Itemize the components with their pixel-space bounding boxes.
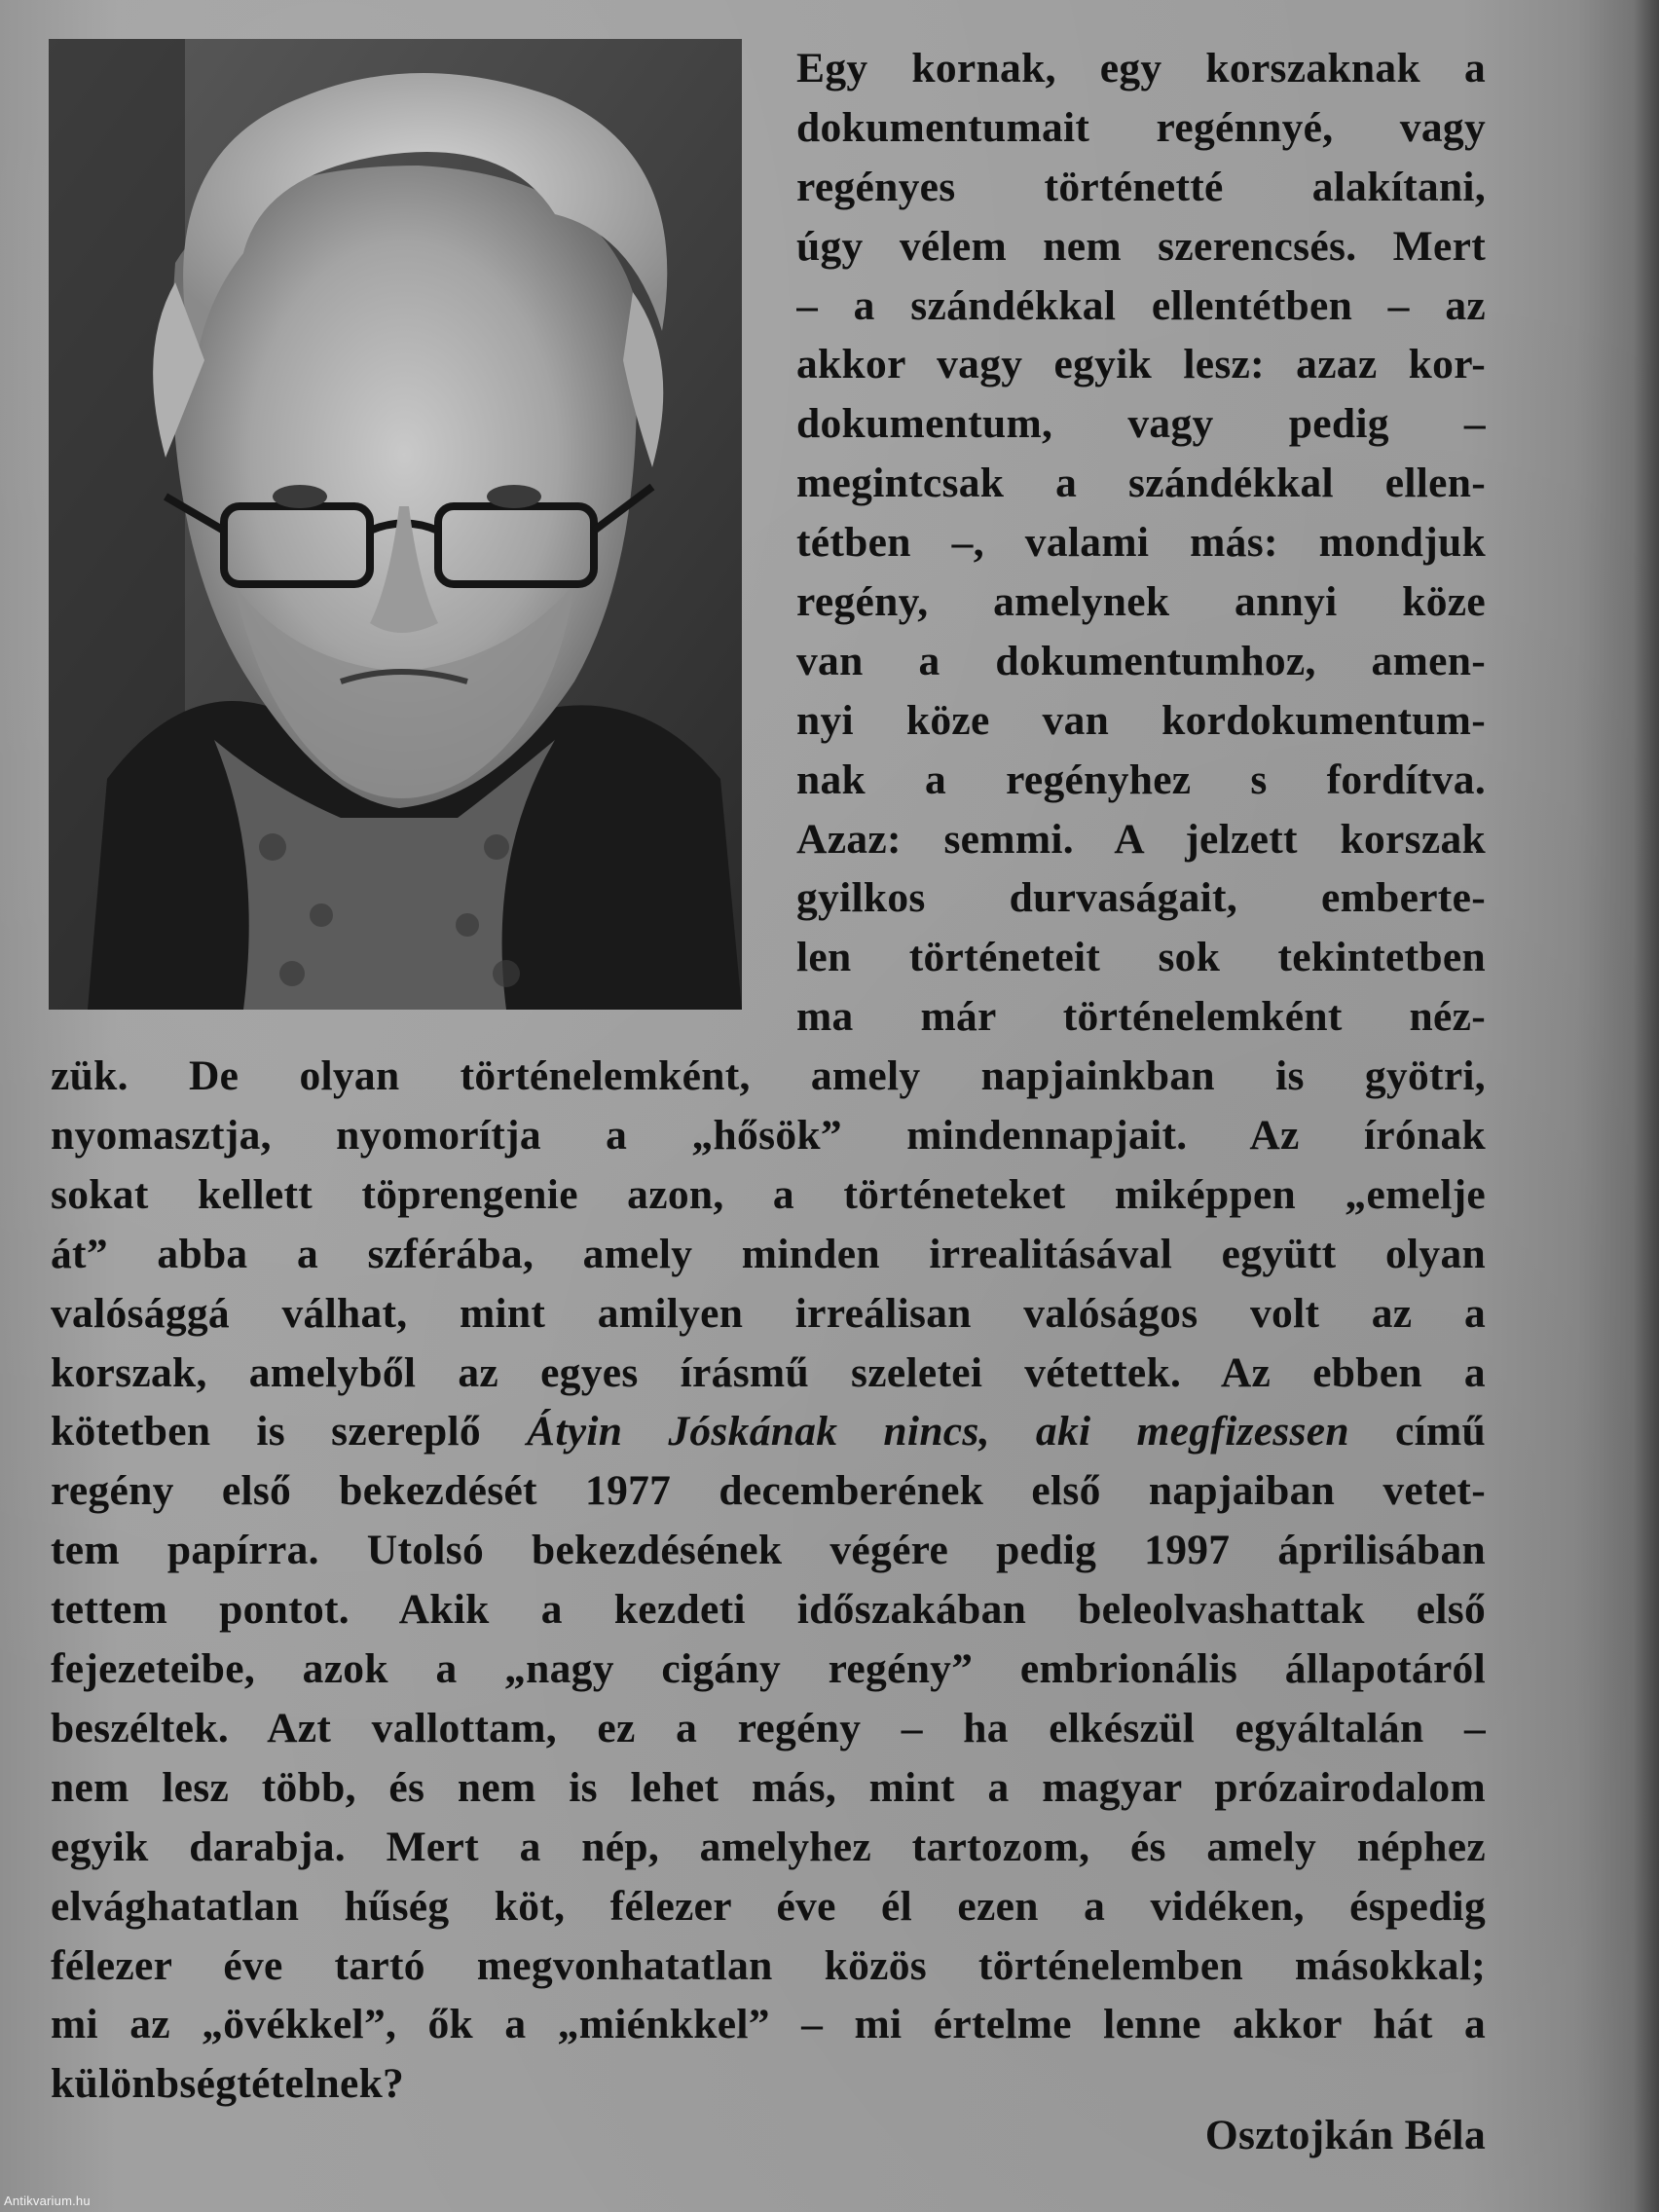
text-line: úgy vélem nem szerencsés. Mert — [796, 222, 1486, 270]
text-line: tem papírra. Utolsó bekezdésének végére pedig 1997 áprilisában — [51, 1527, 1486, 1574]
watermark: Antikvarium.hu — [4, 2194, 91, 2208]
text-line: zük. De olyan történelemként, amely napjainkban is gyötri, — [51, 1052, 1486, 1100]
text-fragment: kötetben is szereplő — [51, 1408, 528, 1456]
text-line: Egy kornak, egy korszaknak a — [796, 45, 1486, 92]
author-signature: Osztojkán Béla — [1204, 2112, 1486, 2158]
text-fragment: című — [1348, 1408, 1486, 1456]
text-line: beszéltek. Azt vallottam, ez a regény – ha elkészül egyáltalán – — [51, 1704, 1486, 1751]
text-line: akkor vagy egyik lesz: azaz kor- — [796, 341, 1486, 388]
text-line: gyilkos durvaságait, emberte- — [796, 874, 1486, 922]
text-line: nyomasztja, nyomorítja a „hősök” mindennapjait. Az írónak — [51, 1112, 1486, 1160]
text-line: ma már történelemként néz- — [796, 993, 1486, 1041]
text-line: tétben –, valami más: mondjuk — [796, 519, 1486, 567]
text-line: fejezeteibe, azok a „nagy cigány regény” embrionális állapotáról — [51, 1645, 1486, 1693]
text-line: len történeteit sok tekintetben — [796, 934, 1486, 981]
text-line: valósággá válhat, mint amilyen irreálisan valóságos volt az a — [51, 1289, 1486, 1337]
text-line: regény, amelynek annyi köze — [796, 578, 1486, 626]
text-line: mi az „övékkel”, ők a „miénkkel” – mi értelme lenne akkor hát a — [51, 2001, 1486, 2048]
text-line: különbségtételnek? — [51, 2060, 405, 2108]
text-line: nem lesz több, és nem is lehet más, mint a magyar prózairodalom — [51, 1763, 1486, 1811]
text-line: regény első bekezdését 1977 decemberének első napjaiban vetet- — [51, 1467, 1486, 1515]
text-line: nyi köze van kordokumentum- — [796, 696, 1486, 744]
text-line: egyik darabja. Mert a nép, amelyhez tartozom, és amely néphez — [51, 1823, 1486, 1870]
text-line: dokumentum, vagy pedig – — [796, 400, 1486, 448]
text-line: Azaz: semmi. A jelzett korszak — [796, 815, 1486, 863]
text-line-with-book-title — [51, 1402, 1486, 1461]
text-line: van a dokumentumhoz, amen- — [796, 637, 1486, 684]
text-line: dokumentumait regénnyé, vagy — [796, 103, 1486, 151]
book-title: Átyin Jóskának nincs, aki megfizessen — [527, 1408, 1349, 1456]
text-line: sokat kellett töprengenie azon, a történeteket miképpen „emelje — [51, 1170, 1486, 1218]
text-line: át” abba a szférába, amely minden irrealitásával együtt olyan — [51, 1230, 1486, 1277]
text-line: nak a regényhez s fordítva. — [796, 756, 1486, 803]
text-line: megintcsak a szándékkal ellen- — [796, 460, 1486, 507]
text-line: korszak, amelyből az egyes írásmű szeletei vétettek. Az ebben a — [51, 1348, 1486, 1396]
text-line: tettem pontot. Akik a kezdeti időszakában beleolvashattak első — [51, 1586, 1486, 1634]
cover-spine-shadow — [1634, 0, 1659, 2212]
text-line: elvághatatlan hűség köt, félezer éve él ezen a vidéken, éspedig — [51, 1882, 1486, 1930]
back-cover-text — [51, 39, 1486, 2114]
text-line: regényes történetté alakítani, — [796, 163, 1486, 210]
text-line: – a szándékkal ellentétben – az — [796, 281, 1486, 329]
text-line: félezer éve tartó megvonhatatlan közös történelemben másokkal; — [51, 1941, 1486, 1989]
